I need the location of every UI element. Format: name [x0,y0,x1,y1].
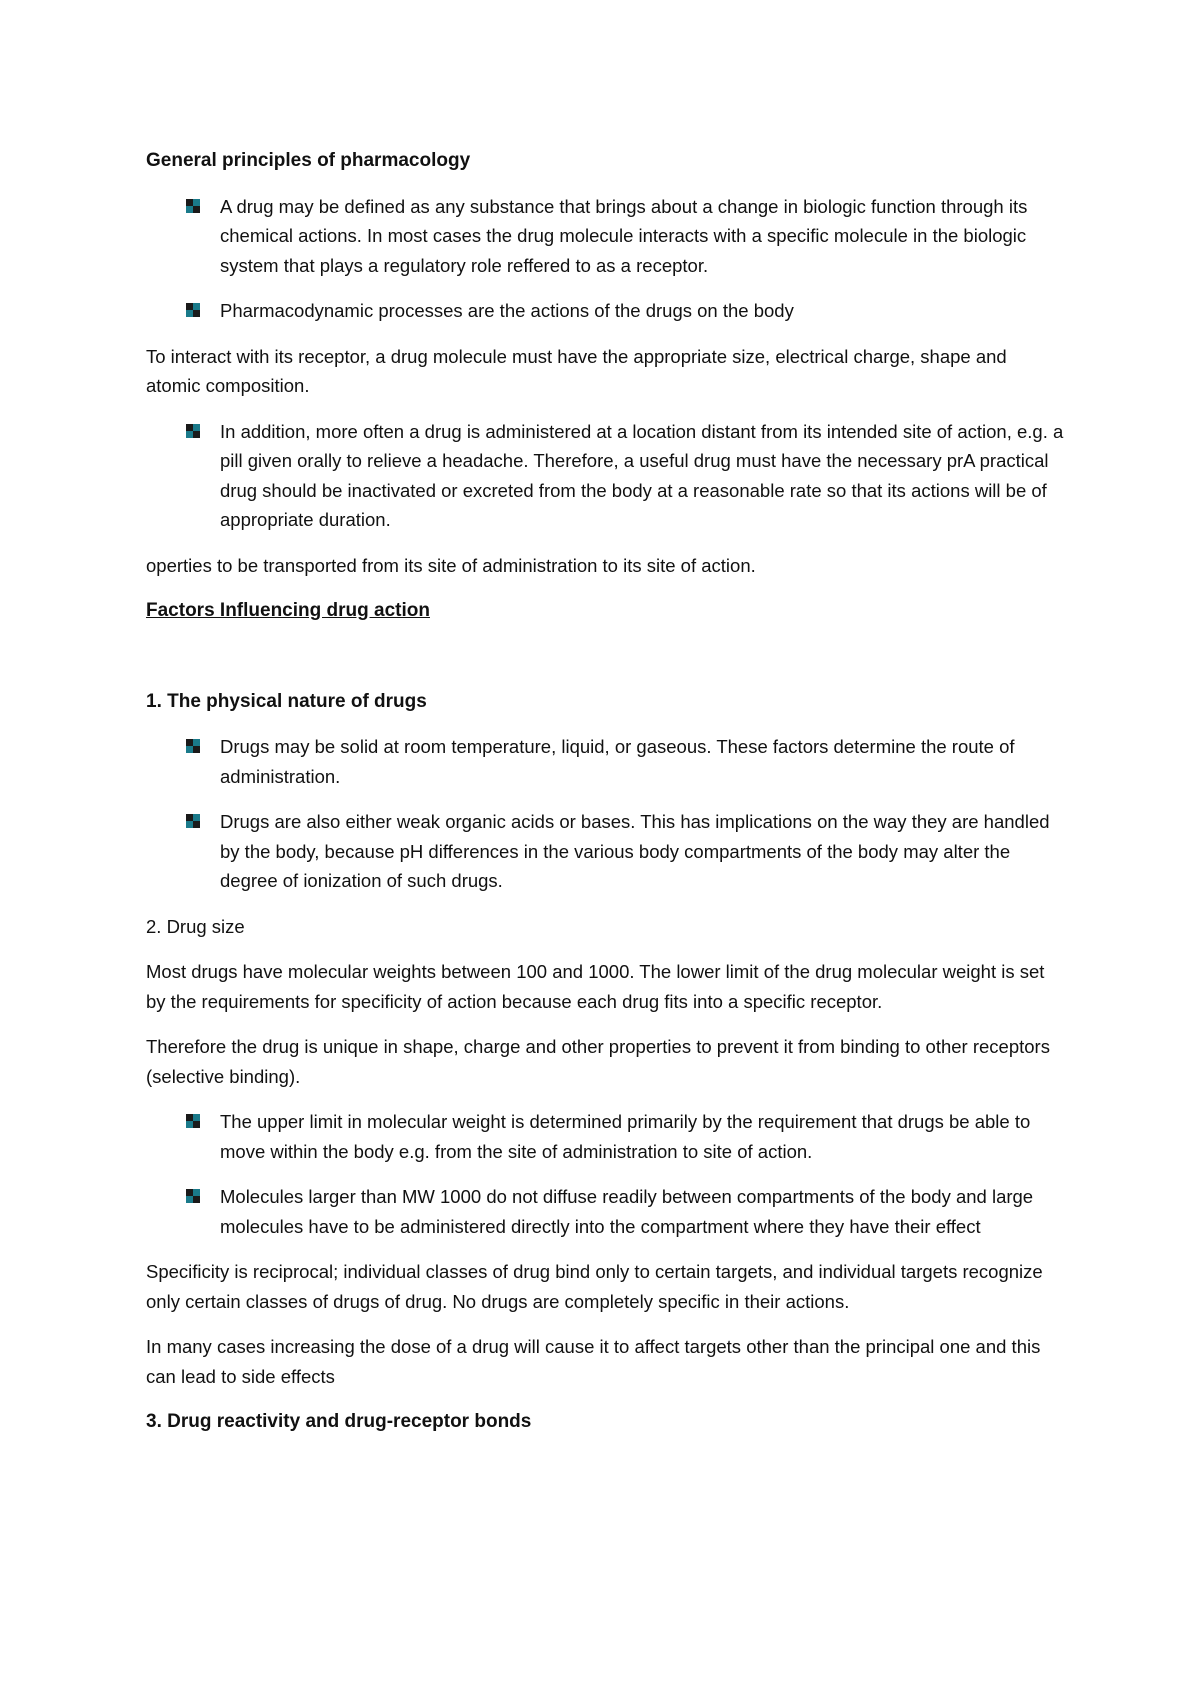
list-item [146,192,1066,281]
paragraph: operties to be transported from its site of administration to its site of action. [146,554,756,576]
checkered-square-bullet-icon [186,739,200,753]
list-item-text: Drugs are also either weak organic acids or bases. This has implications on the way they are handled by the body, because pH differences in the various body compartments of the body may alter the degree of ionization of such drugs. [220,811,1050,891]
heading-drug-reactivity: 3. Drug reactivity and drug-receptor bonds [146,1411,532,1432]
bullet-list [146,1107,1066,1241]
checkered-square-bullet-icon [186,424,200,438]
checkered-square-bullet-icon [186,1114,200,1128]
document-body [146,146,1066,1453]
list-item-text: Drugs may be solid at room temperature, liquid, or gaseous. These factors determine the route of administration. [220,736,1015,787]
paragraph: Most drugs have molecular weights between 100 and 1000. The lower limit of the drug molecular weight is set by the requirements for specificity of action because each drug fits into a specific receptor. [146,961,1045,1012]
list-item-text: Molecules larger than MW 1000 do not diffuse readily between compartments of the body and large molecules have to be administered directly into the compartment where they have their effect [220,1186,1034,1237]
list-item [146,807,1066,896]
checkered-square-bullet-icon [186,814,200,828]
paragraph: In many cases increasing the dose of a drug will cause it to affect targets other than the principal one and this can lead to side effects [146,1336,1041,1387]
paragraph: Specificity is reciprocal; individual classes of drug bind only to certain targets, and individual targets recognize only certain classes of drugs of drug. No drugs are completely specific in their actions. [146,1261,1043,1312]
heading-general-principles: General principles of pharmacology [146,150,471,171]
list-item [146,417,1066,535]
list-item-text: In addition, more often a drug is administered at a location distant from its intended site of action, e.g. a pill given orally to relieve a headache. Therefore, a useful drug must have the necessary prA practical drug should be inactivated or excreted from the body at a reasonable rate so that its actions will be of appropriate duration. [220,420,1064,530]
list-item [146,1182,1066,1241]
heading-factors-influencing: Factors Influencing drug action [146,600,430,621]
bullet-list [146,417,1066,535]
checkered-square-bullet-icon [186,1189,200,1203]
heading-physical-nature: 1. The physical nature of drugs [146,690,427,712]
subheading-drug-size: 2. Drug size [146,915,245,937]
list-item-text: The upper limit in molecular weight is determined primarily by the requirement that drugs be able to move within the body e.g. from the site of administration to site of action. [220,1111,1031,1162]
paragraph: Therefore the drug is unique in shape, charge and other properties to prevent it from binding to other receptors (selective binding). [146,1036,1050,1087]
list-item [146,296,1066,326]
list-item-text: A drug may be defined as any substance that brings about a change in biologic function through its chemical actions. In most cases the drug molecule interacts with a specific molecule in the biologic system that plays a regulatory role reffered to as a receptor. [220,195,1028,276]
checkered-square-bullet-icon [186,199,200,213]
spacer [146,642,1066,687]
bullet-list [146,732,1066,896]
paragraph: To interact with its receptor, a drug molecule must have the appropriate size, electrical charge, shape and atomic composition. [146,345,1007,396]
checkered-square-bullet-icon [186,303,200,317]
list-item [146,732,1066,791]
list-item-text: Pharmacodynamic processes are the actions of the drugs on the body [220,300,794,321]
bullet-list [146,192,1066,326]
list-item [146,1107,1066,1166]
